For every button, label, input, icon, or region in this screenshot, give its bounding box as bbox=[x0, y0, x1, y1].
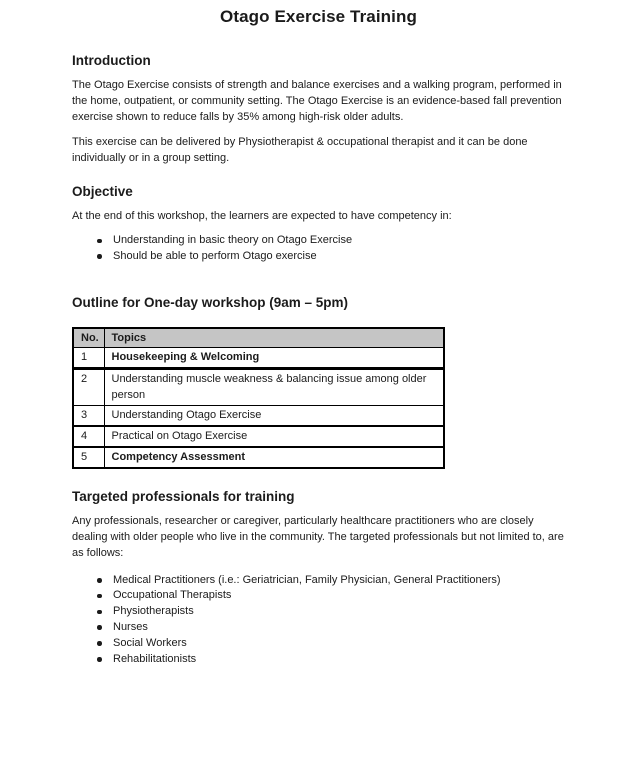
list-item-text: Understanding in basic theory on Otago Exercise bbox=[113, 234, 353, 246]
list-item bbox=[72, 652, 565, 668]
table-cell-topic: Housekeeping & Welcoming bbox=[104, 347, 444, 368]
table-header-no: No. bbox=[73, 328, 104, 348]
bullet-icon bbox=[97, 239, 102, 244]
targeted-professionals-list bbox=[72, 573, 565, 668]
bullet-icon bbox=[97, 254, 102, 259]
section-heading-outline: Outline for One-day workshop (9am – 5pm) bbox=[72, 294, 349, 310]
list-item-text: Physiotherapists bbox=[113, 605, 194, 618]
section-heading-introduction: Introduction bbox=[72, 53, 151, 68]
table-cell-topic: Understanding muscle weakness & balancing issue among older person bbox=[104, 368, 444, 405]
list-item bbox=[72, 620, 565, 636]
list-item bbox=[72, 588, 565, 604]
list-item bbox=[72, 233, 565, 249]
table-cell-no: 5 bbox=[73, 447, 104, 468]
list-item bbox=[72, 636, 565, 652]
bullet-icon bbox=[97, 625, 102, 630]
list-item bbox=[72, 249, 565, 265]
table-cell-topic: Competency Assessment bbox=[104, 447, 444, 468]
list-item bbox=[72, 604, 565, 620]
table-header-topics: Topics bbox=[104, 328, 444, 348]
list-item-text: Medical Practitioners (i.e.: Geriatrician, Family Physician, General Practitioners) bbox=[113, 573, 501, 586]
section-heading-targeted-professionals: Targeted professionals for training bbox=[72, 488, 295, 504]
document-body bbox=[72, 53, 565, 761]
list-item-text: Rehabilitationists bbox=[113, 652, 197, 665]
list-item bbox=[72, 573, 565, 589]
table-row bbox=[73, 405, 444, 426]
bullet-icon bbox=[97, 578, 102, 583]
bullet-icon bbox=[97, 641, 102, 646]
table-row bbox=[73, 368, 444, 405]
table-row bbox=[73, 426, 444, 447]
document-title: Otago Exercise Training bbox=[220, 7, 417, 26]
list-item-text: Should be able to perform Otago exercise bbox=[113, 249, 317, 262]
table-header-row bbox=[73, 328, 444, 348]
section-heading-objective: Objective bbox=[72, 184, 133, 199]
bullet-icon bbox=[97, 594, 102, 599]
list-item-text: Social Workers bbox=[113, 636, 187, 649]
table-cell-topic: Understanding Otago Exercise bbox=[104, 405, 444, 426]
list-item-text: Occupational Therapists bbox=[113, 589, 232, 602]
bullet-icon bbox=[97, 610, 102, 615]
table-cell-no: 4 bbox=[73, 426, 104, 447]
page-bottom-whitespace bbox=[72, 667, 565, 761]
table-cell-no: 1 bbox=[73, 347, 104, 368]
introduction-paragraph-2: This exercise can be delivered by Physiotherapist & occupational therapist and it can be done individually or in a group setting. bbox=[72, 136, 528, 164]
table-row bbox=[73, 347, 444, 368]
table-cell-no: 2 bbox=[73, 368, 104, 405]
table-cell-no: 3 bbox=[73, 405, 104, 426]
introduction-paragraph-1: The Otago Exercise consists of strength and balance exercises and a walking program, performed in the home, outpatient, or community setting. The Otago Exercise is an evidence-based fall prevention exercise shown to reduce falls by 35% among high-risk older adults. bbox=[72, 79, 562, 123]
targeted-intro-text: Any professionals, researcher or caregiver, particularly healthcare practitioners who are closely dealing with older people who live in the community. The targeted professionals but not limited to, are as follows: bbox=[72, 514, 564, 559]
objective-bullet-list bbox=[72, 233, 565, 265]
list-item-text: Nurses bbox=[113, 620, 148, 633]
table-row bbox=[73, 447, 444, 468]
bullet-icon bbox=[97, 657, 102, 662]
objective-intro-text: At the end of this workshop, the learners are expected to have competency in: bbox=[72, 210, 452, 222]
table-cell-topic: Practical on Otago Exercise bbox=[104, 426, 444, 447]
workshop-outline-table bbox=[72, 327, 445, 469]
